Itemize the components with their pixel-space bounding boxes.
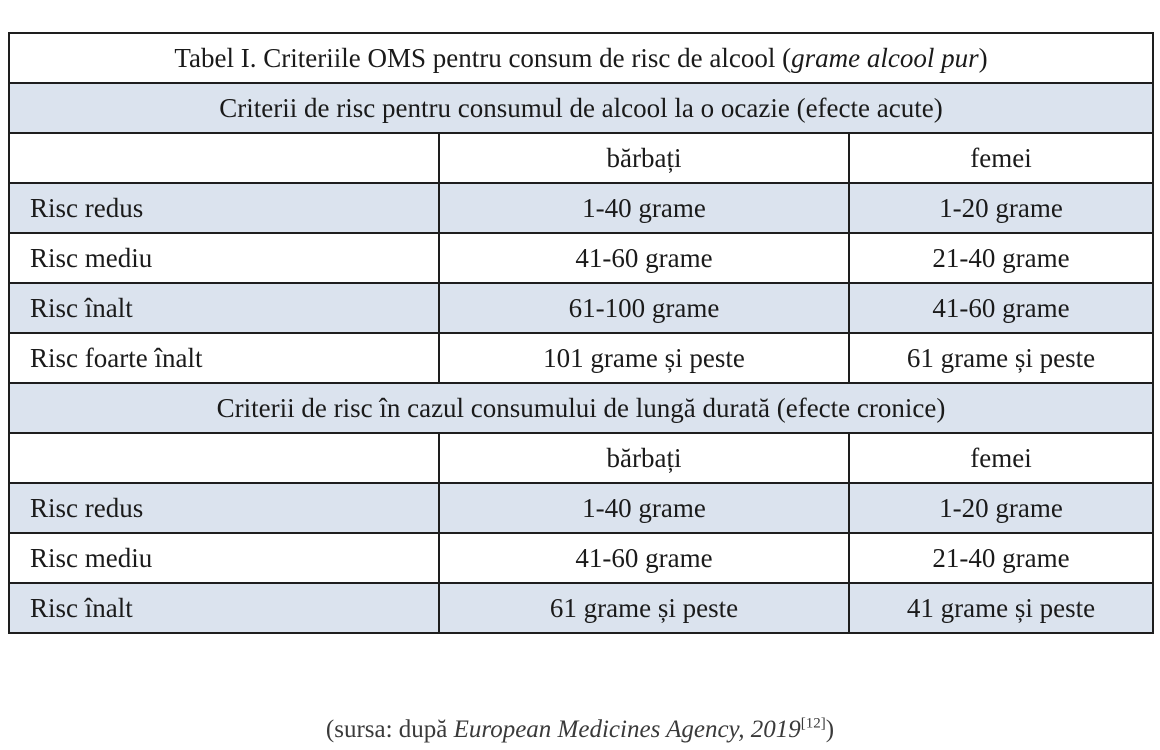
source-italic: European Medicines Agency, 2019: [453, 716, 801, 743]
table-row: [9, 333, 1153, 383]
women-value: 21-40 grame: [849, 533, 1153, 583]
men-value: 61 grame și peste: [439, 583, 849, 633]
table-title-italic: grame alcool pur: [791, 42, 979, 73]
men-value: 41-60 grame: [439, 533, 849, 583]
women-value: 1-20 grame: [849, 183, 1153, 233]
women-value: 1-20 grame: [849, 483, 1153, 533]
chronic-section-heading-row: [9, 383, 1153, 433]
chronic-section-heading: Criterii de risc în cazul consumului de lungă durată (efecte cronice): [9, 383, 1153, 433]
acute-header-empty-cell: [9, 133, 439, 183]
source-prefix: (sursa: după: [325, 716, 454, 743]
table-title-main: Tabel I. Criteriile OMS pentru consum de risc de alcool (: [174, 42, 792, 73]
row-label: Risc înalt: [9, 583, 439, 633]
table-title-row: [9, 33, 1153, 83]
men-value: 1-40 grame: [439, 483, 849, 533]
table-row: [9, 233, 1153, 283]
table-row: [9, 533, 1153, 583]
row-label: Risc redus: [9, 183, 439, 233]
chronic-column-header-row: [9, 433, 1153, 483]
women-value: 41 grame și peste: [849, 583, 1153, 633]
who-alcohol-risk-table: [8, 32, 1154, 634]
women-value: 41-60 grame: [849, 283, 1153, 333]
women-value: 21-40 grame: [849, 233, 1153, 283]
table-row: [9, 183, 1153, 233]
men-value: 61-100 grame: [439, 283, 849, 333]
men-value: 101 grame și peste: [439, 333, 849, 383]
chronic-header-empty-cell: [9, 433, 439, 483]
row-label: Risc redus: [9, 483, 439, 533]
row-label: Risc mediu: [9, 533, 439, 583]
table-title-close: ): [978, 42, 988, 73]
acute-header-men: bărbați: [439, 133, 849, 183]
source-note: [0, 716, 1160, 744]
men-value: 41-60 grame: [439, 233, 849, 283]
source-reference: [12]: [800, 715, 826, 732]
women-value: 61 grame și peste: [849, 333, 1153, 383]
chronic-header-women: femei: [849, 433, 1153, 483]
acute-section-heading-row: [9, 83, 1153, 133]
table-row: [9, 483, 1153, 533]
table-row: [9, 283, 1153, 333]
acute-column-header-row: [9, 133, 1153, 183]
source-suffix: ): [825, 716, 835, 743]
acute-header-women: femei: [849, 133, 1153, 183]
men-value: 1-40 grame: [439, 183, 849, 233]
acute-section-heading: Criterii de risc pentru consumul de alcool la o ocazie (efecte acute): [9, 83, 1153, 133]
table-title: [9, 33, 1153, 83]
row-label: Risc foarte înalt: [9, 333, 439, 383]
row-label: Risc mediu: [9, 233, 439, 283]
row-label: Risc înalt: [9, 283, 439, 333]
table-row: [9, 583, 1153, 633]
chronic-header-men: bărbați: [439, 433, 849, 483]
